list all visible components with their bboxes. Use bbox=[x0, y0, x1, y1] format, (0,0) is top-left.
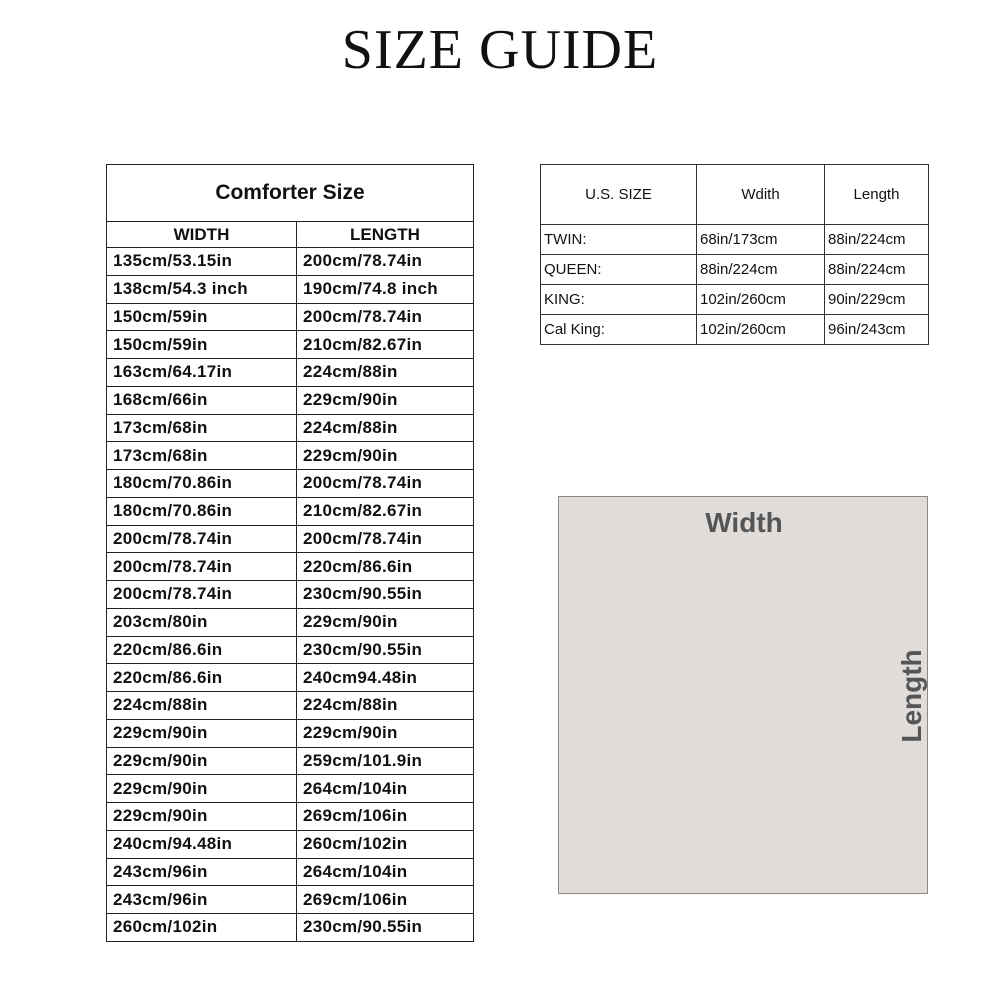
width-cell: 102in/260cm bbox=[697, 285, 825, 315]
size-name-cell: KING: bbox=[541, 285, 697, 315]
length-cell: 90in/229cm bbox=[825, 285, 929, 315]
length-cell: 220cm/86.6in bbox=[297, 553, 474, 581]
size-name-cell: QUEEN: bbox=[541, 255, 697, 285]
table-row bbox=[107, 886, 474, 914]
table-row bbox=[107, 581, 474, 609]
width-cell: 243cm/96in bbox=[107, 858, 297, 886]
width-cell: 180cm/70.86in bbox=[107, 470, 297, 498]
comforter-size-table bbox=[106, 164, 474, 942]
column-header-width: WIDTH bbox=[107, 222, 297, 248]
length-cell: 210cm/82.67in bbox=[297, 331, 474, 359]
width-cell: 229cm/90in bbox=[107, 747, 297, 775]
width-cell: 163cm/64.17in bbox=[107, 359, 297, 387]
length-cell: 224cm/88in bbox=[297, 359, 474, 387]
width-cell: 173cm/68in bbox=[107, 442, 297, 470]
width-cell: 220cm/86.6in bbox=[107, 664, 297, 692]
length-cell: 260cm/102in bbox=[297, 830, 474, 858]
table-row bbox=[107, 248, 474, 276]
width-cell: 229cm/90in bbox=[107, 719, 297, 747]
width-cell: 243cm/96in bbox=[107, 886, 297, 914]
length-cell: 230cm/90.55in bbox=[297, 636, 474, 664]
table-row bbox=[107, 830, 474, 858]
table-row bbox=[107, 442, 474, 470]
table-row bbox=[107, 497, 474, 525]
width-cell: 260cm/102in bbox=[107, 914, 297, 942]
table-caption: Comforter Size bbox=[107, 165, 474, 222]
table-row bbox=[107, 470, 474, 498]
table-row bbox=[107, 775, 474, 803]
length-cell: 200cm/78.74in bbox=[297, 303, 474, 331]
dimension-diagram bbox=[558, 496, 928, 894]
width-cell: 203cm/80in bbox=[107, 608, 297, 636]
width-cell: 168cm/66in bbox=[107, 386, 297, 414]
width-cell: 173cm/68in bbox=[107, 414, 297, 442]
width-cell: 88in/224cm bbox=[697, 255, 825, 285]
length-cell: 269cm/106in bbox=[297, 803, 474, 831]
length-cell: 240cm94.48in bbox=[297, 664, 474, 692]
table-row bbox=[107, 914, 474, 942]
table-row bbox=[107, 692, 474, 720]
width-cell: 102in/260cm bbox=[697, 315, 825, 345]
length-cell: 224cm/88in bbox=[297, 414, 474, 442]
width-cell: 229cm/90in bbox=[107, 775, 297, 803]
table-row bbox=[107, 331, 474, 359]
column-header-length: LENGTH bbox=[297, 222, 474, 248]
width-cell: 150cm/59in bbox=[107, 331, 297, 359]
page-title: SIZE GUIDE bbox=[341, 19, 659, 81]
table-row bbox=[107, 414, 474, 442]
length-cell: 229cm/90in bbox=[297, 442, 474, 470]
length-cell: 200cm/78.74in bbox=[297, 470, 474, 498]
table-row bbox=[107, 359, 474, 387]
length-cell: 229cm/90in bbox=[297, 608, 474, 636]
table-row bbox=[107, 386, 474, 414]
width-cell: 229cm/90in bbox=[107, 803, 297, 831]
length-cell: 190cm/74.8 inch bbox=[297, 275, 474, 303]
width-cell: 200cm/78.74in bbox=[107, 581, 297, 609]
table-row bbox=[107, 636, 474, 664]
table-row bbox=[107, 747, 474, 775]
table-row bbox=[107, 719, 474, 747]
width-cell: 200cm/78.74in bbox=[107, 525, 297, 553]
length-label: Length bbox=[896, 649, 927, 743]
us-size-table bbox=[540, 164, 929, 345]
width-cell: 220cm/86.6in bbox=[107, 636, 297, 664]
width-cell: 180cm/70.86in bbox=[107, 497, 297, 525]
table-row bbox=[107, 303, 474, 331]
width-cell: 224cm/88in bbox=[107, 692, 297, 720]
length-cell: 264cm/104in bbox=[297, 775, 474, 803]
column-header-us-size: U.S. SIZE bbox=[541, 165, 697, 225]
table-row bbox=[541, 255, 929, 285]
width-cell: 138cm/54.3 inch bbox=[107, 275, 297, 303]
length-cell: 88in/224cm bbox=[825, 255, 929, 285]
width-label: Width bbox=[705, 507, 783, 538]
width-cell: 150cm/59in bbox=[107, 303, 297, 331]
length-cell: 269cm/106in bbox=[297, 886, 474, 914]
width-cell: 240cm/94.48in bbox=[107, 830, 297, 858]
length-cell: 88in/224cm bbox=[825, 225, 929, 255]
width-cell: 68in/173cm bbox=[697, 225, 825, 255]
size-name-cell: Cal King: bbox=[541, 315, 697, 345]
table-row bbox=[107, 553, 474, 581]
table-row bbox=[107, 664, 474, 692]
length-cell: 259cm/101.9in bbox=[297, 747, 474, 775]
length-cell: 224cm/88in bbox=[297, 692, 474, 720]
table-row bbox=[107, 803, 474, 831]
table-row bbox=[541, 315, 929, 345]
table-row bbox=[107, 525, 474, 553]
length-cell: 230cm/90.55in bbox=[297, 914, 474, 942]
size-name-cell: TWIN: bbox=[541, 225, 697, 255]
width-cell: 135cm/53.15in bbox=[107, 248, 297, 276]
column-header-length: Length bbox=[825, 165, 929, 225]
table-row bbox=[107, 275, 474, 303]
length-cell: 229cm/90in bbox=[297, 719, 474, 747]
table-row bbox=[107, 858, 474, 886]
column-header-width: Wdith bbox=[697, 165, 825, 225]
length-cell: 96in/243cm bbox=[825, 315, 929, 345]
length-cell: 230cm/90.55in bbox=[297, 581, 474, 609]
table-row bbox=[541, 285, 929, 315]
length-cell: 210cm/82.67in bbox=[297, 497, 474, 525]
width-cell: 200cm/78.74in bbox=[107, 553, 297, 581]
length-cell: 200cm/78.74in bbox=[297, 525, 474, 553]
length-cell: 200cm/78.74in bbox=[297, 248, 474, 276]
table-row bbox=[541, 225, 929, 255]
length-cell: 229cm/90in bbox=[297, 386, 474, 414]
length-cell: 264cm/104in bbox=[297, 858, 474, 886]
table-row bbox=[107, 608, 474, 636]
